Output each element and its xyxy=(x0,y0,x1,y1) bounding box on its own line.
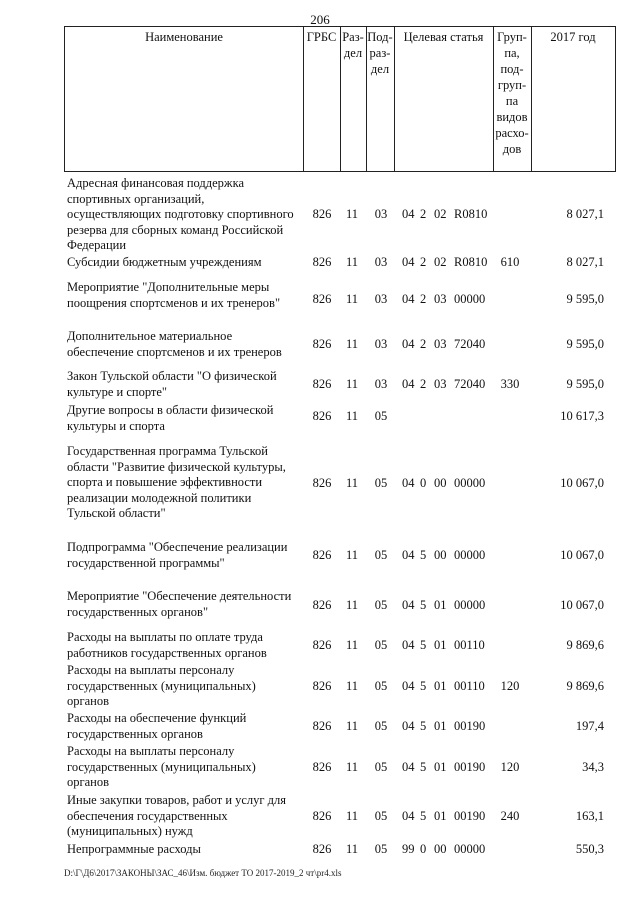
row-razdel: 11 xyxy=(345,719,359,733)
row-target-program: 99 xyxy=(402,842,415,856)
row-name-line: Непрограммные расходы xyxy=(67,842,201,856)
row-name-line: Расходы на выплаты персоналу xyxy=(67,744,235,758)
row-target-event: 02 xyxy=(434,255,447,269)
row-group: 120 xyxy=(500,679,520,693)
header-podrazdel-line: Под- xyxy=(367,30,393,44)
row-razdel: 11 xyxy=(345,809,359,823)
row-target-event: 03 xyxy=(434,337,447,351)
row-name-line: Иные закупки товаров, работ и услуг для xyxy=(67,793,287,807)
header-podrazdel-line: раз- xyxy=(369,46,391,60)
row-name xyxy=(67,744,303,791)
row-razdel: 11 xyxy=(345,207,359,221)
row-target-subprogram: 2 xyxy=(420,207,427,221)
row-name-line: органов xyxy=(67,775,110,789)
row-target-event: 03 xyxy=(434,292,447,306)
row-name xyxy=(67,444,303,522)
table-header xyxy=(64,26,616,172)
row-target-subprogram: 0 xyxy=(420,476,427,490)
header-name: Наименование xyxy=(145,30,223,44)
row-grbs: 826 xyxy=(312,207,332,221)
row-grbs: 826 xyxy=(312,377,332,391)
row-group: 120 xyxy=(500,760,520,774)
row-target-subprogram: 0 xyxy=(420,842,427,856)
row-target-event: 03 xyxy=(434,377,447,391)
row-target-subprogram: 5 xyxy=(420,679,427,693)
header-group-line: па, xyxy=(504,46,520,60)
header-group-line: дов xyxy=(502,142,522,156)
row-target-event: 01 xyxy=(434,679,447,693)
row-podrazdel: 05 xyxy=(374,719,388,733)
row-target-event: 01 xyxy=(434,598,447,612)
row-grbs: 826 xyxy=(312,760,332,774)
row-name-line: государственной программы" xyxy=(67,555,225,570)
row-target-direction: 72040 xyxy=(454,337,486,351)
row-grbs: 826 xyxy=(312,842,332,856)
row-podrazdel: 03 xyxy=(374,207,388,221)
row-target-event: 01 xyxy=(434,638,447,652)
row-target-direction: 00000 xyxy=(454,598,486,612)
row-target-direction: 72040 xyxy=(454,377,486,391)
row-name xyxy=(67,663,303,710)
row-podrazdel: 05 xyxy=(374,760,388,774)
row-amount: 163,1 xyxy=(575,809,604,823)
row-target-program: 04 xyxy=(402,679,415,693)
row-razdel: 11 xyxy=(345,598,359,612)
row-name-line: Расходы на выплаты персоналу xyxy=(67,663,235,677)
row-amount: 9 869,6 xyxy=(566,679,604,693)
row-name xyxy=(67,369,303,400)
row-target-subprogram: 5 xyxy=(420,638,427,652)
row-podrazdel: 03 xyxy=(374,292,388,306)
row-name-line: резерва для сборных команд Российской xyxy=(67,222,284,237)
row-grbs: 826 xyxy=(312,679,332,693)
row-target-direction: 00190 xyxy=(454,719,486,733)
header-group-line: па xyxy=(505,94,519,108)
row-grbs: 826 xyxy=(312,409,332,423)
row-name-line: обеспечение спортсменов и их тренеров xyxy=(67,344,282,359)
row-name-line: спорта и повышение эффективности xyxy=(67,475,263,489)
row-razdel: 11 xyxy=(345,638,359,652)
row-grbs: 826 xyxy=(312,548,332,562)
row-razdel: 11 xyxy=(345,679,359,693)
row-group: 330 xyxy=(500,377,520,391)
row-name xyxy=(67,176,303,254)
row-razdel: 11 xyxy=(345,292,359,306)
row-amount: 9 595,0 xyxy=(566,292,604,306)
row-podrazdel: 03 xyxy=(374,377,388,391)
row-name-line: области "Развитие физической культуры, xyxy=(67,459,286,474)
row-target-program: 04 xyxy=(402,598,415,612)
row-target-direction: 00000 xyxy=(454,476,486,490)
row-name-line: Федерации xyxy=(67,238,127,252)
row-name xyxy=(67,630,303,661)
row-target-direction: 00190 xyxy=(454,809,486,823)
row-target-program: 04 xyxy=(402,255,415,269)
row-target-event: 01 xyxy=(434,760,447,774)
row-name-line: культуры и спорта xyxy=(67,418,165,433)
row-razdel: 11 xyxy=(345,409,359,423)
row-amount: 9 595,0 xyxy=(566,337,604,351)
header-group xyxy=(493,27,531,171)
row-target-program: 04 xyxy=(402,760,415,774)
row-name-line: Дополнительное материальное xyxy=(67,329,233,343)
row-name xyxy=(67,403,303,434)
row-amount: 10 617,3 xyxy=(560,409,604,423)
row-target-program: 04 xyxy=(402,292,415,306)
row-podrazdel: 05 xyxy=(374,679,388,693)
row-target-program: 04 xyxy=(402,548,415,562)
row-target-subprogram: 5 xyxy=(420,760,427,774)
row-name-line: Субсидии бюджетным учреждениям xyxy=(67,255,262,269)
row-target-direction: 00000 xyxy=(454,842,486,856)
row-target-program: 04 xyxy=(402,638,415,652)
row-group: 240 xyxy=(500,809,520,823)
row-razdel: 11 xyxy=(345,476,359,490)
row-name-line: государственных (муниципальных) xyxy=(67,759,256,774)
row-amount: 8 027,1 xyxy=(566,207,604,221)
row-target-event: 00 xyxy=(434,476,447,490)
header-podrazdel-line: дел xyxy=(370,62,390,76)
row-target-subprogram: 5 xyxy=(420,598,427,612)
row-podrazdel: 05 xyxy=(374,598,388,612)
row-target-subprogram: 5 xyxy=(420,719,427,733)
row-podrazdel: 05 xyxy=(374,638,388,652)
row-podrazdel: 03 xyxy=(374,255,388,269)
header-podrazdel xyxy=(366,27,394,171)
row-name-line: осуществляющих подготовку спортивного xyxy=(67,207,294,221)
row-podrazdel: 05 xyxy=(374,842,388,856)
row-target-event: 01 xyxy=(434,809,447,823)
row-target-direction: 00000 xyxy=(454,292,486,306)
row-razdel: 11 xyxy=(345,255,359,269)
header-year: 2017 год xyxy=(550,30,596,44)
row-razdel: 11 xyxy=(345,337,359,351)
row-name xyxy=(67,589,303,620)
row-target-direction: 00000 xyxy=(454,548,486,562)
header-group-line: груп- xyxy=(497,78,527,92)
row-name-line: государственных органов" xyxy=(67,604,209,619)
row-name-line: Мероприятие "Обеспечение деятельности xyxy=(67,589,292,603)
row-grbs: 826 xyxy=(312,476,332,490)
header-group-line: расхо- xyxy=(495,126,529,140)
row-amount: 197,4 xyxy=(575,719,604,733)
row-target-subprogram: 5 xyxy=(420,809,427,823)
row-target-program: 04 xyxy=(402,809,415,823)
row-grbs: 826 xyxy=(312,809,332,823)
row-razdel: 11 xyxy=(345,760,359,774)
row-razdel: 11 xyxy=(345,548,359,562)
row-name-line: культуре и спорте" xyxy=(67,384,168,399)
row-amount: 550,3 xyxy=(575,842,604,856)
row-grbs: 826 xyxy=(312,292,332,306)
row-amount: 34,3 xyxy=(582,760,604,774)
row-name-line: органов xyxy=(67,694,110,708)
page-number: 206 xyxy=(310,12,330,27)
row-name-line: Государственная программа Тульской xyxy=(67,444,268,458)
row-name-line: спортивных организаций, xyxy=(67,191,205,206)
row-razdel: 11 xyxy=(345,842,359,856)
row-name-line: государственных органов xyxy=(67,726,203,741)
row-name-line: работников государственных органов xyxy=(67,645,267,660)
row-target-event: 01 xyxy=(434,719,447,733)
row-name-line: поощрения спортсменов и их тренеров" xyxy=(67,295,281,310)
row-target-direction: 00110 xyxy=(454,679,485,693)
row-target-subprogram: 2 xyxy=(420,337,427,351)
file-path-footer: D:\Г\Д6\2017\ЗАКОНЫ\ЗАС_46\Изм. бюджет ТО 2017-2019_2 чт\pr4.xls xyxy=(64,868,342,878)
row-name-line: Подпрограмма "Обеспечение реализации xyxy=(67,540,288,554)
row-name-line: государственных (муниципальных) xyxy=(67,678,256,693)
row-target-program: 04 xyxy=(402,207,415,221)
header-group-line: видов xyxy=(496,110,528,124)
row-podrazdel: 05 xyxy=(374,548,388,562)
row-grbs: 826 xyxy=(312,598,332,612)
row-target-direction: R0810 xyxy=(454,255,488,269)
row-name xyxy=(67,842,303,858)
row-name-line: обеспечения государственных xyxy=(67,808,228,823)
row-name-line: Расходы на выплаты по оплате труда xyxy=(67,630,263,644)
row-amount: 10 067,0 xyxy=(560,476,604,490)
row-target-program: 04 xyxy=(402,476,415,490)
header-razdel-line: дел xyxy=(343,46,363,60)
row-podrazdel: 05 xyxy=(374,809,388,823)
header-target: Целевая статья xyxy=(403,30,484,44)
row-name-line: Тульской области" xyxy=(67,506,166,520)
row-name xyxy=(67,793,303,840)
row-target-event: 00 xyxy=(434,548,447,562)
row-name-line: Расходы на обеспечение функций xyxy=(67,711,247,725)
row-target-direction: R0810 xyxy=(454,207,488,221)
row-name-line: Другие вопросы в области физической xyxy=(67,403,274,417)
row-name xyxy=(67,329,303,360)
row-target-event: 00 xyxy=(434,842,447,856)
header-razdel xyxy=(340,27,366,171)
row-target-subprogram: 2 xyxy=(420,377,427,391)
row-podrazdel: 05 xyxy=(374,409,388,423)
header-razdel-line: Раз- xyxy=(342,30,364,44)
row-grbs: 826 xyxy=(312,719,332,733)
header-grbs: ГРБС xyxy=(306,30,337,44)
row-target-program: 04 xyxy=(402,719,415,733)
row-target-program: 04 xyxy=(402,337,415,351)
row-name-line: реализации молодежной политики xyxy=(67,490,252,505)
row-target-event: 02 xyxy=(434,207,447,221)
row-target-direction: 00110 xyxy=(454,638,485,652)
row-target-program: 04 xyxy=(402,377,415,391)
header-group-line: под- xyxy=(500,62,524,76)
row-amount: 9 595,0 xyxy=(566,377,604,391)
row-target-direction: 00190 xyxy=(454,760,486,774)
header-group-line: Груп- xyxy=(497,30,527,44)
row-name xyxy=(67,255,303,271)
row-podrazdel: 05 xyxy=(374,476,388,490)
row-name-line: Мероприятие "Дополнительные меры xyxy=(67,280,270,294)
row-target-subprogram: 5 xyxy=(420,548,427,562)
row-name-line: (муниципальных) нужд xyxy=(67,824,193,838)
row-amount: 10 067,0 xyxy=(560,548,604,562)
row-amount: 8 027,1 xyxy=(566,255,604,269)
row-podrazdel: 03 xyxy=(374,337,388,351)
row-name xyxy=(67,711,303,742)
row-name xyxy=(67,280,303,311)
row-grbs: 826 xyxy=(312,638,332,652)
row-grbs: 826 xyxy=(312,337,332,351)
row-name-line: Адресная финансовая поддержка xyxy=(67,176,244,190)
row-amount: 9 869,6 xyxy=(566,638,604,652)
row-target-subprogram: 2 xyxy=(420,292,427,306)
row-target-subprogram: 2 xyxy=(420,255,427,269)
row-group: 610 xyxy=(500,255,520,269)
row-name xyxy=(67,540,303,571)
row-amount: 10 067,0 xyxy=(560,598,604,612)
row-razdel: 11 xyxy=(345,377,359,391)
row-grbs: 826 xyxy=(312,255,332,269)
row-name-line: Закон Тульской области "О физической xyxy=(67,369,277,383)
